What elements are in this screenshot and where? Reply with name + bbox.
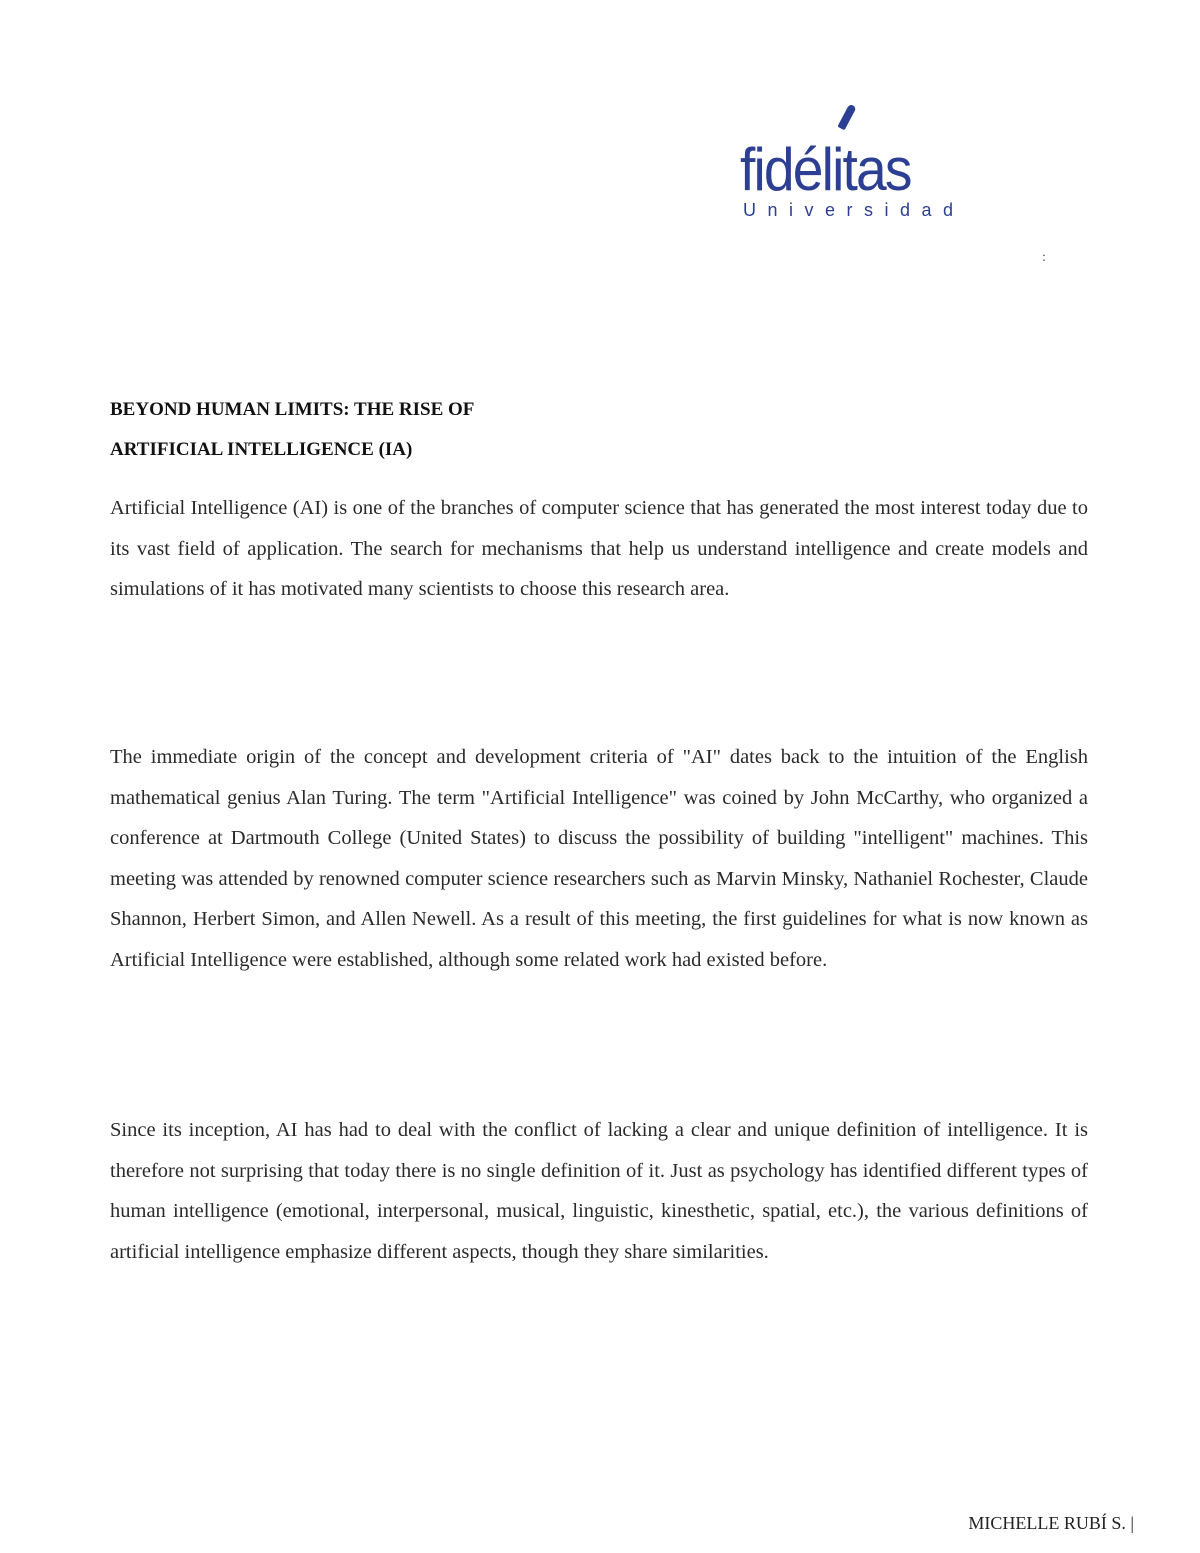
- title-line-2: ARTIFICIAL INTELLIGENCE (IA): [110, 439, 413, 460]
- footer-author: MICHELLE RUBÍ S. |: [968, 1513, 1134, 1533]
- document-title: [110, 390, 810, 470]
- stray-mark: :: [1042, 250, 1046, 265]
- logo-subtitle: Universidad: [743, 200, 965, 220]
- logo-accent-mark: [837, 104, 856, 131]
- title-line-1: BEYOND HUMAN LIMITS: THE RISE OF: [110, 399, 475, 420]
- body-paragraph-3: Since its inception, AI has had to deal with the conflict of lacking a clear and unique definition of intelligence. It is therefore not surprising that today there is no single definition of it. Just as psychology has identified different types of human intelligence (emotional, interpersonal, musical, linguistic, kinesthetic, spatial, etc.), the various definitions of artificial intelligence emphasize different aspects, though they share similarities.: [110, 1119, 1088, 1263]
- logo-wordmark: fidélitas: [740, 136, 911, 203]
- body-paragraph-2: The immediate origin of the concept and development criteria of "AI" dates back to the intuition of the English mathematical genius Alan Turing. The term "Artificial Intelligence" was coined by John McCarthy, who organized a conference at Dartmouth College (United States) to discuss the possibility of building "intelligent" machines. This meeting was attended by renowned computer science researchers such as Marvin Minsky, Nathaniel Rochester, Claude Shannon, Herbert Simon, and Allen Newell. As a result of this meeting, the first guidelines for what is now known as Artificial Intelligence were established, although some related work had existed before.: [110, 746, 1088, 971]
- body-paragraph-1: Artificial Intelligence (AI) is one of the branches of computer science that has generated the most interest today due to its vast field of application. The search for mechanisms that help us understand intelligence and create models and simulations of it has motivated many scientists to choose this research area.: [110, 497, 1088, 600]
- university-logo: [740, 100, 965, 225]
